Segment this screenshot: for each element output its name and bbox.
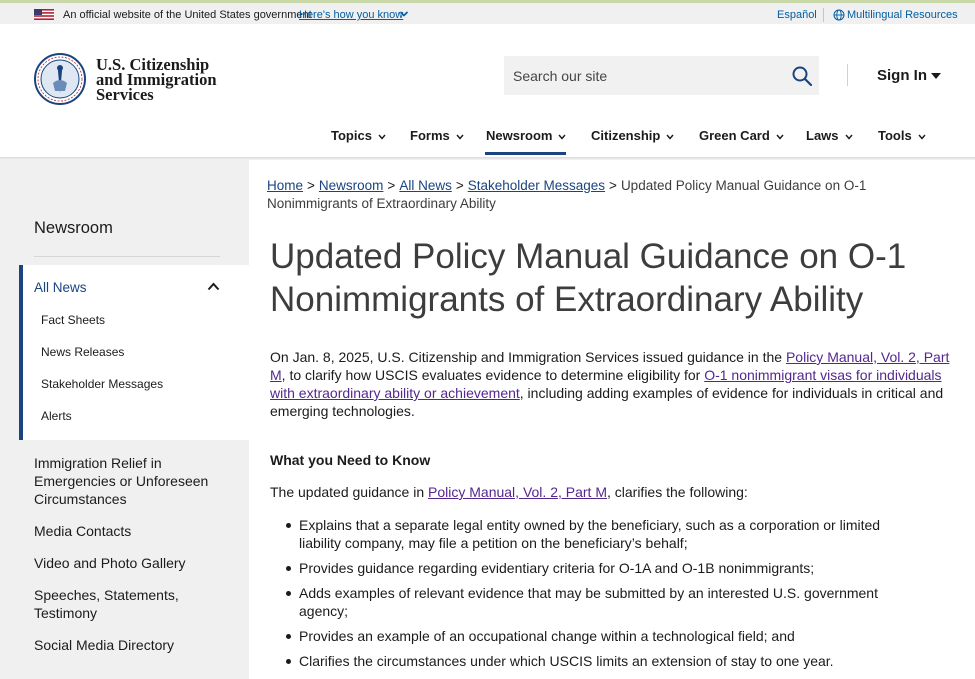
breadcrumb — [267, 177, 947, 213]
nav-label: Laws — [806, 128, 839, 143]
uscis-logo-text[interactable] — [96, 57, 217, 102]
sign-in-button[interactable]: Sign In — [877, 67, 927, 84]
nav-label: Tools — [878, 128, 912, 143]
sidebar-item-social-media-directory[interactable]: Social Media Directory — [34, 637, 175, 653]
intro-text-2: , to clarify how USCIS evaluates evidence to determine eligibility for — [281, 367, 705, 383]
chevron-down-icon — [845, 134, 853, 140]
espanol-link[interactable]: Español — [777, 9, 817, 21]
nav-item-green-card[interactable] — [699, 128, 784, 143]
search-icon[interactable] — [791, 65, 813, 87]
nav-item-tools[interactable] — [878, 128, 926, 143]
policy-manual-link-2[interactable]: Policy Manual, Vol. 2, Part M — [428, 484, 607, 500]
header-divider — [847, 64, 848, 86]
chevron-down-icon[interactable] — [399, 9, 409, 19]
logo-line-3: Services — [96, 85, 154, 104]
nav-item-topics[interactable] — [331, 128, 386, 143]
guidance-paragraph — [270, 484, 950, 500]
us-flag-icon — [34, 9, 54, 20]
chevron-down-icon — [666, 134, 674, 140]
breadcrumb-separator: > — [307, 178, 315, 193]
list-item: Provides guidance regarding evidentiary criteria for O-1A and O-1B nonimmigrants; — [283, 559, 923, 577]
nav-label: Green Card — [699, 128, 770, 143]
breadcrumb-all-news[interactable]: All News — [399, 178, 452, 193]
page-title: Updated Policy Manual Guidance on O-1 Nonimmigrants of Extraordinary Ability — [270, 237, 907, 319]
intro-text-3: , including adding examples of evidence for individuals in critical and emerging technologies. — [270, 385, 944, 419]
intro-text-1: On Jan. 8, 2025, U.S. Citizenship and Immigration Services issued guidance in the — [270, 349, 786, 365]
list-item: Clarifies the circumstances under which USCIS limits an extension of stay to one year. — [283, 652, 923, 670]
nav-item-newsroom[interactable] — [486, 128, 566, 143]
how-you-know-link[interactable]: Here's how you know — [299, 9, 404, 21]
clarifications-list — [283, 516, 923, 677]
section-heading: What you Need to Know — [270, 452, 431, 468]
sidebar-item-video-photo-gallery[interactable]: Video and Photo Gallery — [34, 555, 186, 571]
main-nav — [0, 124, 975, 158]
nav-label: Citizenship — [591, 128, 661, 143]
gov-banner — [0, 0, 975, 24]
caret-down-icon[interactable] — [931, 72, 941, 80]
sidebar-subitem-stakeholder-messages[interactable]: Stakeholder Messages — [41, 377, 164, 391]
breadcrumb-separator: > — [387, 178, 396, 193]
globe-icon — [833, 9, 845, 21]
nav-item-citizenship[interactable] — [591, 128, 674, 143]
sidebar-subitem-alerts[interactable]: Alerts — [41, 409, 72, 423]
nav-item-forms[interactable] — [410, 128, 464, 143]
multilingual-resources-link[interactable]: Multilingual Resources — [847, 9, 958, 21]
nav-active-indicator — [485, 152, 566, 155]
banner-divider — [823, 8, 824, 22]
breadcrumb-separator: > — [455, 178, 464, 193]
sidebar-divider — [34, 256, 220, 257]
search-box — [504, 56, 819, 95]
nav-item-laws[interactable] — [806, 128, 853, 143]
chevron-down-icon — [558, 134, 566, 140]
guidance-text-1: The updated guidance in — [270, 484, 429, 500]
breadcrumb-home[interactable]: Home — [267, 178, 304, 193]
uscis-seal-logo-icon[interactable] — [34, 53, 86, 105]
chevron-down-icon — [378, 134, 386, 140]
logo-line-2: and Immigration — [96, 70, 217, 89]
list-item: Adds examples of relevant evidence that may be submitted by an interested U.S. government agency; — [283, 584, 923, 620]
search-input[interactable] — [504, 56, 784, 95]
sidebar-subitem-news-releases[interactable]: News Releases — [41, 345, 125, 359]
intro-paragraph — [270, 348, 950, 420]
chevron-down-icon — [776, 134, 784, 140]
sidebar-item-immigration-relief[interactable]: Immigration Relief in Emergencies or Unforeseen Circumstances — [34, 455, 209, 507]
sidebar-item-speeches[interactable]: Speeches, Statements, Testimony — [34, 587, 179, 621]
chevron-down-icon — [918, 134, 926, 140]
breadcrumb-newsroom[interactable]: Newsroom — [318, 178, 384, 193]
guidance-text-2: , clarifies the following: — [606, 484, 748, 500]
sidebar-title: Newsroom — [34, 219, 113, 237]
sidebar-subitem-fact-sheets[interactable]: Fact Sheets — [41, 313, 106, 327]
breadcrumb-stakeholder-messages[interactable]: Stakeholder Messages — [467, 178, 606, 193]
nav-label: Topics — [331, 128, 372, 143]
list-item: Provides an example of an occupational change within a technological field; and — [283, 627, 923, 645]
sidebar-item-all-news[interactable]: All News — [34, 280, 87, 295]
nav-label: Newsroom — [486, 128, 553, 143]
policy-manual-link[interactable]: Policy Manual, Vol. 2, Part M — [270, 349, 950, 383]
o1-visas-link[interactable]: O-1 nonimmigrant visas for individuals with extraordinary ability or achievement — [270, 367, 942, 401]
breadcrumb-separator: > — [609, 178, 617, 193]
nav-label: Forms — [410, 128, 450, 143]
official-site-text: An official website of the United States government — [63, 9, 312, 21]
breadcrumb-current: Updated Policy Manual Guidance on O-1 Nonimmigrants of Extraordinary Ability — [267, 178, 867, 211]
logo-line-1: U.S. Citizenship — [96, 55, 210, 74]
sidebar-item-media-contacts[interactable]: Media Contacts — [34, 523, 132, 539]
chevron-down-icon — [456, 134, 464, 140]
chevron-up-icon[interactable] — [207, 282, 220, 291]
list-item: Explains that a separate legal entity owned by the beneficiary, such as a corporation or limited liability company, may file a petition on the beneficiary’s behalf; — [283, 516, 923, 552]
